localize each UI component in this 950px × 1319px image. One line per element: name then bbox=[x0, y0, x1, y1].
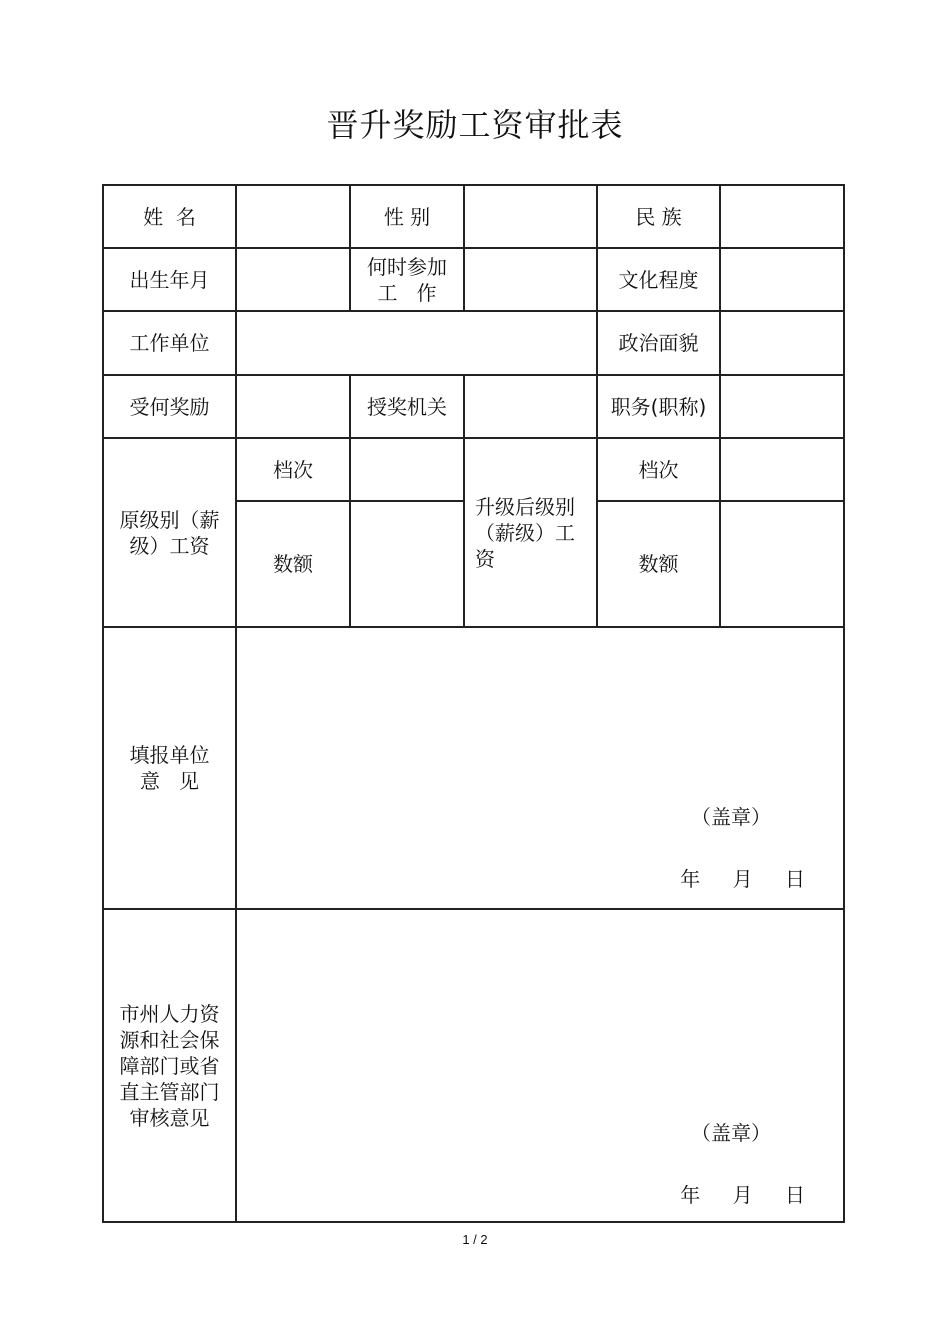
grade-right-label: 档次 bbox=[597, 438, 720, 501]
gender-label: 性 别 bbox=[350, 185, 464, 248]
upgraded-level-label: 升级后级别 （薪级）工 资 bbox=[464, 438, 597, 627]
name-label: 姓 名 bbox=[103, 185, 236, 248]
name-field[interactable] bbox=[236, 185, 350, 248]
work-unit-label: 工作单位 bbox=[103, 311, 236, 375]
filing-unit-label: 填报单位 意 见 bbox=[103, 627, 236, 909]
grade-left-field[interactable] bbox=[350, 438, 464, 501]
grade-right-field[interactable] bbox=[720, 438, 844, 501]
form-title: 晋升奖励工资审批表 bbox=[326, 106, 624, 144]
row-birth bbox=[103, 248, 844, 311]
amount-right-field[interactable] bbox=[720, 501, 844, 627]
filing-seal-label: （盖章） bbox=[691, 805, 771, 829]
gender-field[interactable] bbox=[464, 185, 597, 248]
work-unit-field[interactable] bbox=[236, 311, 597, 375]
join-work-label: 何时参加 工 作 bbox=[350, 248, 464, 311]
join-work-field[interactable] bbox=[464, 248, 597, 311]
education-label: 文化程度 bbox=[597, 248, 720, 311]
position-field[interactable] bbox=[720, 375, 844, 438]
education-field[interactable] bbox=[720, 248, 844, 311]
amount-right-label: 数额 bbox=[597, 501, 720, 627]
filing-date-label: 年 月 日 bbox=[680, 867, 805, 891]
award-field[interactable] bbox=[236, 375, 350, 438]
row-work-unit bbox=[103, 311, 844, 375]
amount-left-label: 数额 bbox=[236, 501, 350, 627]
award-label: 受何奖励 bbox=[103, 375, 236, 438]
row-award bbox=[103, 375, 844, 438]
filing-unit-opinion-field[interactable] bbox=[236, 627, 844, 909]
birth-label: 出生年月 bbox=[103, 248, 236, 311]
row-basic-info bbox=[103, 185, 844, 248]
grade-left-label: 档次 bbox=[236, 438, 350, 501]
ethnicity-label: 民 族 bbox=[597, 185, 720, 248]
row-filing-unit bbox=[103, 627, 844, 909]
row-wage-grade bbox=[103, 438, 844, 501]
approval-form-table bbox=[102, 184, 845, 1223]
review-label: 市州人力资 源和社会保 障部门或省 直主管部门 审核意见 bbox=[103, 909, 236, 1222]
political-status-field[interactable] bbox=[720, 311, 844, 375]
page-number: 1 / 2 bbox=[462, 1232, 488, 1247]
original-level-label: 原级别（薪 级）工资 bbox=[103, 438, 236, 627]
position-label: 职务(职称) bbox=[597, 375, 720, 438]
award-authority-field[interactable] bbox=[464, 375, 597, 438]
amount-left-field[interactable] bbox=[350, 501, 464, 627]
award-authority-label: 授奖机关 bbox=[350, 375, 464, 438]
row-review bbox=[103, 909, 844, 1222]
review-seal-label: （盖章） bbox=[691, 1121, 771, 1145]
political-status-label: 政治面貌 bbox=[597, 311, 720, 375]
birth-field[interactable] bbox=[236, 248, 350, 311]
review-date-label: 年 月 日 bbox=[680, 1183, 805, 1207]
review-opinion-field[interactable] bbox=[236, 909, 844, 1222]
ethnicity-field[interactable] bbox=[720, 185, 844, 248]
